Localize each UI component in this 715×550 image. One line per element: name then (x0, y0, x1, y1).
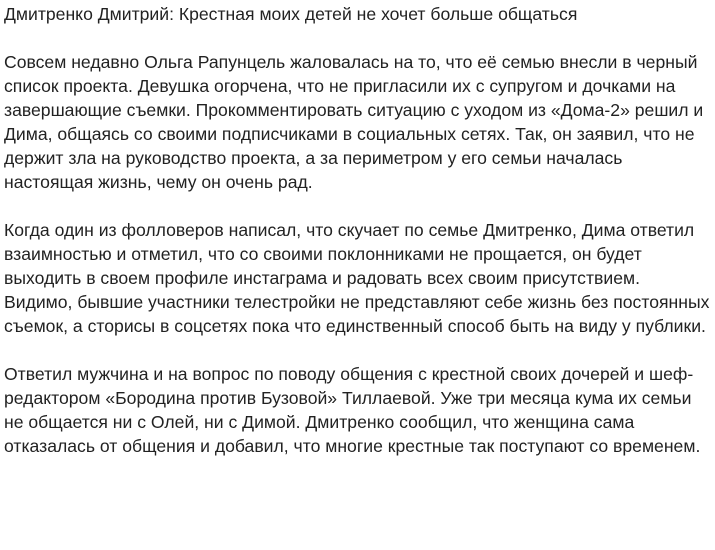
article-paragraph-3: Ответил мужчина и на вопрос по поводу общения с крестной своих дочерей и шеф-редактором «Бородина против Бузовой» Тиллаевой. Уже три месяца кума их семьи не общается ни с Олей, ни с Димой. Дмитренко сообщил, что женщина сама отказалась от общения и добавил, что многие крестные так поступают со временем. (4, 364, 701, 456)
article (4, 2, 712, 458)
article-paragraph-2: Когда один из фолловеров написал, что скучает по семье Дмитренко, Дима ответил взаимностью и отметил, что со своими поклонниками не прощается, он будет выходить в своем профиле инстаграма и радовать всех своим присутствием. Видимо, бывшие участники телестройки не представляют себе жизнь без постоянных съемок, а сторисы в соцсетях пока что единственный способ быть на виду у публики. (4, 220, 710, 336)
article-title: Дмитренко Дмитрий: Крестная моих детей не хочет больше общаться (4, 4, 578, 24)
article-paragraph-1: Совсем недавно Ольга Рапунцель жаловалась на то, что её семью внесли в черный список проекта. Девушка огорчена, что не пригласили их с супругом и дочками на завершающие съемки. Прокомментировать ситуацию с уходом из «Дома-2» решил и Дима, общаясь со своими подписчиками в социальных сетях. Так, он заявил, что не держит зла на руководство проекта, а за периметром у его семьи началась настоящая жизнь, чему он очень рад. (4, 52, 704, 192)
